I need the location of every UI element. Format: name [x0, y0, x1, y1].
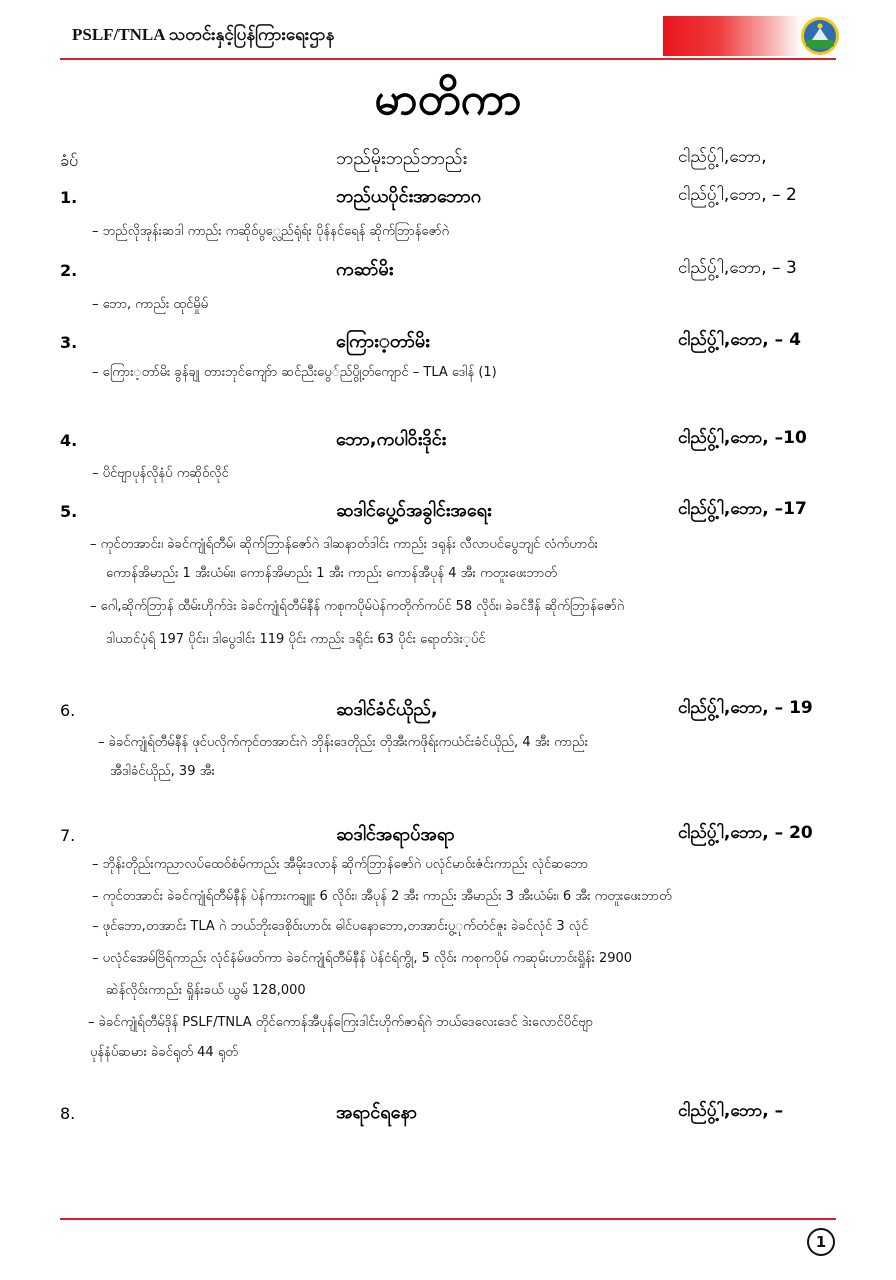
entry-page: ငါည်ပွ့်ါ,ဘော, – 19 [678, 698, 813, 718]
entry-description: – ပိင်ဗျာပုန်လိုနံပ် ကဆိုဝ်လိုင် [92, 466, 229, 481]
entry-page: ငါည်ပွ့်ါ,ဘော, – 3 [678, 258, 797, 278]
entry-title: ကဆာ်မိး [336, 259, 394, 280]
header-title: PSLF/TNLA သတင်းနှင့်ပြန်ကြားရေးဌာန [72, 25, 335, 44]
footer-rule [60, 1218, 836, 1220]
entry-title: ကြေား့တာ်မိး [336, 331, 430, 352]
entry-description: ဒါယာင်ပုံရ် 197 ပိုင်း၊ ဒါပွေဒါင်း 119 ပိုင်း ကာည်း ဒရိုင်း 63 ပိုင်း ရောတ်ဒဲး့ပ်င် [106, 632, 486, 647]
column-header-row [0, 146, 896, 176]
header-rule [60, 58, 836, 60]
entry-page: ငါည်ပွ့်ါ,ဘော, – 20 [678, 823, 813, 843]
entry-description: – ဘည်လိုအုန်းဆဒါ ကာည်း ကဆိုဝ်ပွ္လေည်ရုံရ်း ပိုန်နင်ရေန် ဆိုက်ဘြာန်ဇော်ဂဲ [92, 224, 450, 239]
emblem-icon [800, 16, 840, 56]
entry-description: – ဖုင်ဘော,တအာင်း TLA ဂဲ ဘယ်ဘိုးဒေစိုဝ်းဟာဝ်း ဓါင်ပနောဘော,တအာင်းပွ့ုက်တံင်ဇူး ခဲခင်လုံင် 3 လုံင် [92, 919, 589, 934]
entry-description: ပုန်နံပ်ဆမား ခဲခင်ရုတ် 44 ရုတ် [90, 1045, 238, 1060]
toc-entry [0, 1100, 896, 1130]
entry-page: ငါည်ပွ့်ါ,ဘော, – 4 [678, 330, 801, 350]
column-header-title: ဘည်မိုးဘည်ဘာည်း [336, 148, 468, 169]
entry-number: 2. [60, 261, 78, 280]
entry-number: 8. [60, 1104, 76, 1123]
entry-description: – ခဲခင်ကျုံရ်တီမ်နီန် ဖုင်ပလိုက်ကုင်တအာင်းဂဲ ဘိုန်းဒေတိုည်း တိုအီးကဖိုရ်းကယံင်းခံင်ယိုည်, 4 အီး ကာည်း [98, 735, 589, 750]
entry-page: ငါည်ပွ့်ါ,ဘော, –10 [678, 428, 807, 448]
toc-entry [0, 329, 896, 359]
column-header-number: ခံပ် [60, 151, 79, 170]
entry-number: 3. [60, 333, 78, 352]
entry-description: ဆဲန်လိုဝ်းကာည်း ရှိုန်းခယ် ယွမ် 128,000 [106, 983, 306, 998]
page-number: 1 [807, 1228, 835, 1256]
entry-title: ဆဒါင်ပွေ့ဝ်အခွါင်းအရေး [336, 500, 492, 521]
document-title: မာတိကာ [374, 74, 522, 125]
entry-title: ဆဒါင်အရာပ်အရာ [336, 824, 455, 845]
header-red-block [663, 16, 801, 56]
toc-entry [0, 184, 896, 214]
toc-entry [0, 498, 896, 528]
column-header-page: ငါည်ပွ့်ါ,ဘော, [678, 147, 767, 167]
entry-number: 7. [60, 826, 76, 845]
entry-number: 6. [60, 701, 76, 720]
entry-title: ဆဒါင်ခံင်ယိုည်, [336, 699, 438, 720]
entry-page: ငါည်ပွ့်ါ,ဘော, – [678, 1101, 784, 1121]
toc-entry [0, 697, 896, 727]
entry-title: ဘော,ကပါဝိးဒိုင်း [336, 429, 447, 450]
entry-page: ငါည်ပွ့်ါ,ဘော, –17 [678, 499, 807, 519]
entry-description: – ခဲခင်ကျုံရ်တီမ်ဒိုန် PSLF/TNLA တိုင်ကောန်အီပုန်ကြေးဒါင်းဟိုက်ဇာရ်ဂဲ ဘယ်ဒေလေးဒေင် ဒဲးလောင်ပိင်ဗျာ [88, 1015, 594, 1030]
entry-description: – ဘော, ကာည်း ထုင်မှိုမ် [92, 297, 209, 312]
entry-number: 1. [60, 188, 78, 207]
toc-entry [0, 427, 896, 457]
page-header [0, 0, 896, 64]
entry-title: ဘည်ယပိုင်းအာဘောဂ [336, 186, 482, 207]
entry-description: – ဂေါ,ဆိုက်ဘြာန် ထီမ်းဟိုက်ဒဲး ခဲခင်ကျုံရ်တီမ်နီန် ကစုကပိုမ်ပဲန်ကတိုက်ကပ်င် 58 လိုဝ်း၊ ခဲခင်ဒီန် ဆိုက်ဘြာန်ဇော်ဂဲ [90, 599, 625, 614]
entry-description: အီဒါခံင်ယိုည်, 39 အီး [110, 764, 215, 779]
entry-number: 5. [60, 502, 78, 521]
entry-title: အရာင်ရနော [336, 1102, 418, 1123]
toc-entry [0, 257, 896, 287]
entry-description: – ကုင်တအာင်း၊ ခဲခင်ကျုံရ်တီမ်၊ ဆိုက်ဘြာန်ဇော်ဂဲ ဒါဆနာတ်ဒါင်း ကာည်း ဒရုန်း လီလာပင်ပွေဘျင် လံက်ဟာဝ်း [90, 537, 598, 552]
entry-number: 4. [60, 431, 78, 450]
entry-description: – ဘိုန်းတိုည်းကညာလပ်ထေ၀်စံမ်ကာည်း အီမိုးဒလာန် ဆိုက်ဘြာန်ဇော်ဂဲ ပလုံင်မာဝ်းဇံင်းကာည်း လုံင်ဆဘော [92, 857, 589, 872]
entry-description: – ကြေား့တာ်မိး ခွန်ချု တားဘုင်ကျော်ာ ဆင်ညီးပွေ်ည်ပွို့တ်ကျောင် – TLA ဒေါန် (1) [92, 365, 497, 380]
entry-description: – ပလုံင်အေမ်ဗြိရ်ကာည်း လုံင်နံမ်ဖတ်ကာ ခဲခင်ကျုံရ်တီမ်နီန် ပဲန်ငံရ်ကွို, 5 လိုဝ်း ကစုကပိုမ် ကဆုမ်းဟာဝ်းရှိုန်း 2900 [92, 951, 633, 966]
entry-description: – ကုင်တအာင်း ခဲခင်ကျုံရ်တီမ်နီန် ပဲန်ကားကချူး 6 လိုဝ်း၊ အီပုန် 2 အီး ကာည်း အီမာည်း 3 အီးယံမ်း၊ 6 အီး ကတူးဖေးဘာတ် [92, 889, 672, 904]
entry-page: ငါည်ပွ့်ါ,ဘော, – 2 [678, 185, 797, 205]
toc-entry [0, 822, 896, 852]
entry-description: ကောန်အိမာည်း 1 အီးယံမ်း၊ ကောန်အိမာည်း 1 အီး ကာည်း ကောန်အီပုန် 4 အီး ကတူးဖေးဘာတ် [106, 566, 557, 581]
